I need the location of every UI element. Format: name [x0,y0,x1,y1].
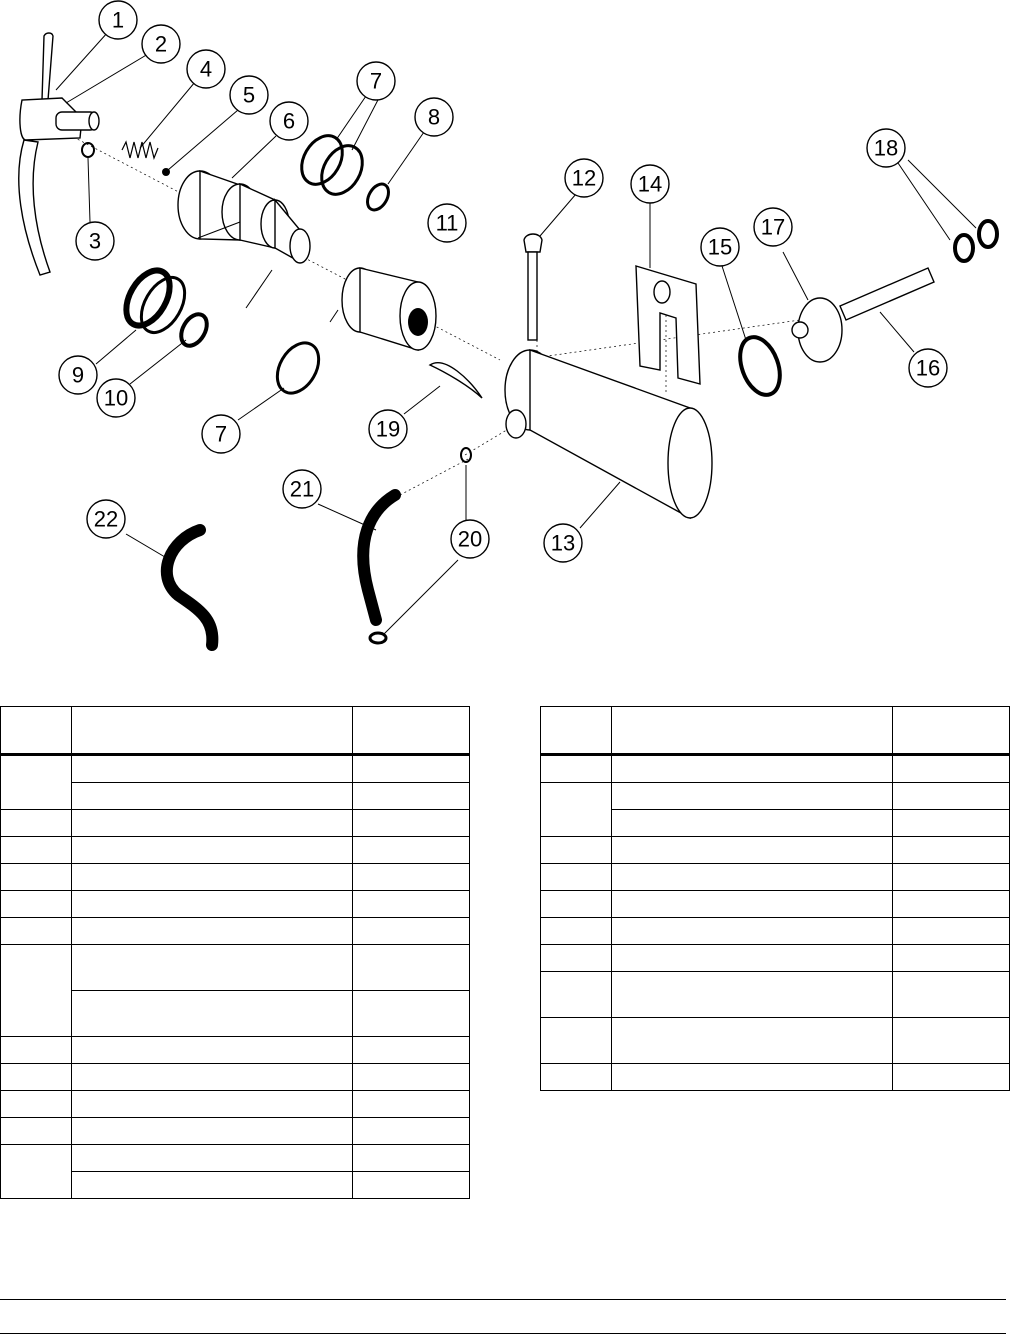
header-ref [541,707,612,755]
part-cell [353,1145,470,1172]
ref-cell [541,1018,612,1064]
header-description [612,707,893,755]
table-row [1,864,470,891]
table-row [1,837,470,864]
table-row [541,891,1010,918]
desc-cell [72,1172,353,1199]
svg-text:7: 7 [214,421,228,447]
table-row [1,810,470,837]
table-row [1,945,470,991]
header-part-no [893,707,1010,755]
svg-text:20: 20 [457,526,483,552]
svg-text:4: 4 [199,56,213,82]
parts-table-right [540,706,1010,1091]
table-row [541,783,1010,810]
table-row [1,918,470,945]
o-ring-7-b [313,138,370,201]
table-row [541,918,1010,945]
ref-cell [1,1037,72,1064]
table-row [541,972,1010,1018]
svg-text:12: 12 [571,165,597,191]
svg-text:15: 15 [707,234,733,260]
table-row [1,1091,470,1118]
svg-text:13: 13 [550,530,576,556]
shaft-part-16 [792,268,934,362]
part-cell [893,755,1010,783]
table-row [1,1037,470,1064]
desc-cell [72,1145,353,1172]
desc-cell [612,972,893,1018]
footer-divider-bottom [0,1333,1006,1334]
part-cell [353,918,470,945]
part-cell [893,837,1010,864]
desc-cell [612,891,893,918]
desc-cell [612,945,893,972]
o-ring-3 [82,143,94,157]
ref-cell [1,837,72,864]
ref-cell [1,810,72,837]
ref-cell [1,1064,72,1091]
callout-21 [283,470,321,508]
o-ring-20-b [370,633,386,643]
part-cell [353,755,470,783]
svg-text:21: 21 [289,476,315,502]
callout-4 [187,50,225,88]
ref-cell [541,864,612,891]
part-cell [893,864,1010,891]
callout-7-bottom [202,415,240,453]
header-description [72,707,353,755]
callout-19 [369,410,407,448]
sleeve-part-11 [342,268,436,350]
footer-divider-top [0,1299,1006,1300]
desc-cell [72,837,353,864]
callout-16 [909,349,947,387]
pin-part-12 [524,234,542,340]
desc-cell [72,755,353,783]
o-ring-7-c [269,336,327,401]
part-cell [893,810,1010,837]
table-row [1,991,470,1037]
o-ring-8 [363,180,393,213]
ref-cell [1,1145,72,1199]
part-cell [353,864,470,891]
o-ring-18-a [955,235,973,261]
part-cell [353,1118,470,1145]
callout-5 [230,76,268,114]
desc-cell [612,1018,893,1064]
desc-cell [612,810,893,837]
part-cell [893,972,1010,1018]
table-row [541,837,1010,864]
svg-text:9: 9 [71,362,85,388]
callout-17 [754,208,792,246]
part-cell [353,783,470,810]
desc-cell [612,783,893,810]
clip-part-19 [430,363,482,398]
callout-18 [867,129,905,167]
table-row [1,1172,470,1199]
ref-cell [1,945,72,1037]
svg-text:10: 10 [103,385,129,411]
table-row [1,891,470,918]
ref-cell [541,891,612,918]
table-row [541,945,1010,972]
part-cell [353,991,470,1037]
part-cell [353,945,470,991]
callout-22 [87,500,125,538]
header-ref [1,707,72,755]
desc-cell [72,810,353,837]
desc-cell [72,918,353,945]
svg-text:19: 19 [375,416,401,442]
callout-2 [142,25,180,63]
svg-text:22: 22 [93,506,119,532]
table-row [541,1064,1010,1091]
desc-cell [72,991,353,1037]
desc-cell [612,864,893,891]
table-row [1,783,470,810]
callout-13 [544,524,582,562]
table-row [541,864,1010,891]
part-cell [353,810,470,837]
callout-12 [565,159,603,197]
part-cell [893,891,1010,918]
spring-part-4 [122,142,158,158]
part-cell [893,945,1010,972]
table-row [1,1145,470,1172]
ref-cell [541,918,612,945]
svg-text:16: 16 [915,355,941,381]
part-cell [353,1064,470,1091]
ref-cell [1,918,72,945]
svg-text:1: 1 [111,7,125,33]
header-part-no [353,707,470,755]
part-cell [893,1064,1010,1091]
part-cell [893,918,1010,945]
part-cell [353,1037,470,1064]
o-ring-15 [733,332,787,401]
svg-text:17: 17 [760,214,786,240]
callout-14 [631,165,669,203]
part-cell [893,1018,1010,1064]
desc-cell [612,837,893,864]
callout-8 [415,98,453,136]
desc-cell [72,1091,353,1118]
ref-cell [541,945,612,972]
table-row [1,755,470,783]
callout-11 [428,204,466,242]
callout-15 [701,228,739,266]
callout-7-top [357,62,395,100]
o-ring-18-b [979,221,997,247]
ref-cell [1,864,72,891]
svg-text:14: 14 [637,171,663,197]
plate-part-14 [636,266,700,384]
desc-cell [72,1118,353,1145]
svg-text:3: 3 [88,228,102,254]
ref-cell [541,755,612,783]
desc-cell [612,918,893,945]
callout-3 [76,222,114,260]
desc-cell [72,1037,353,1064]
callout-1 [99,1,137,39]
ref-cell [541,783,612,837]
ref-cell [1,891,72,918]
callout-9 [59,356,97,394]
desc-cell [612,755,893,783]
ref-cell [541,837,612,864]
ref-cell [1,755,72,810]
desc-cell [612,1064,893,1091]
table-row [541,810,1010,837]
desc-cell [72,891,353,918]
part-cell [353,891,470,918]
ref-cell [1,1091,72,1118]
part-cell [893,783,1010,810]
svg-text:5: 5 [242,82,256,108]
ref-cell [541,1064,612,1091]
svg-text:6: 6 [282,108,296,134]
table-row [541,1018,1010,1064]
part-cell [353,837,470,864]
table-row [1,1118,470,1145]
callout-10 [97,379,135,417]
desc-cell [72,945,353,991]
desc-cell [72,783,353,810]
svg-text:7: 7 [369,68,383,94]
part-cell [353,1091,470,1118]
callout-6 [270,102,308,140]
svg-text:18: 18 [873,135,899,161]
ref-cell [541,972,612,1018]
svg-text:2: 2 [154,31,168,57]
table-row [1,1064,470,1091]
exploded-parts-diagram [0,0,1010,660]
o-ring-20-a [461,448,471,462]
svg-text:8: 8 [427,104,441,130]
part-cell [353,1172,470,1199]
ref-cell [1,1118,72,1145]
callout-20 [451,520,489,558]
stepped-cylinder-part-6 [178,171,310,263]
desc-cell [72,1064,353,1091]
table-row [541,755,1010,783]
parts-table-left [0,706,470,1199]
desc-cell [72,864,353,891]
svg-text:11: 11 [435,210,459,236]
